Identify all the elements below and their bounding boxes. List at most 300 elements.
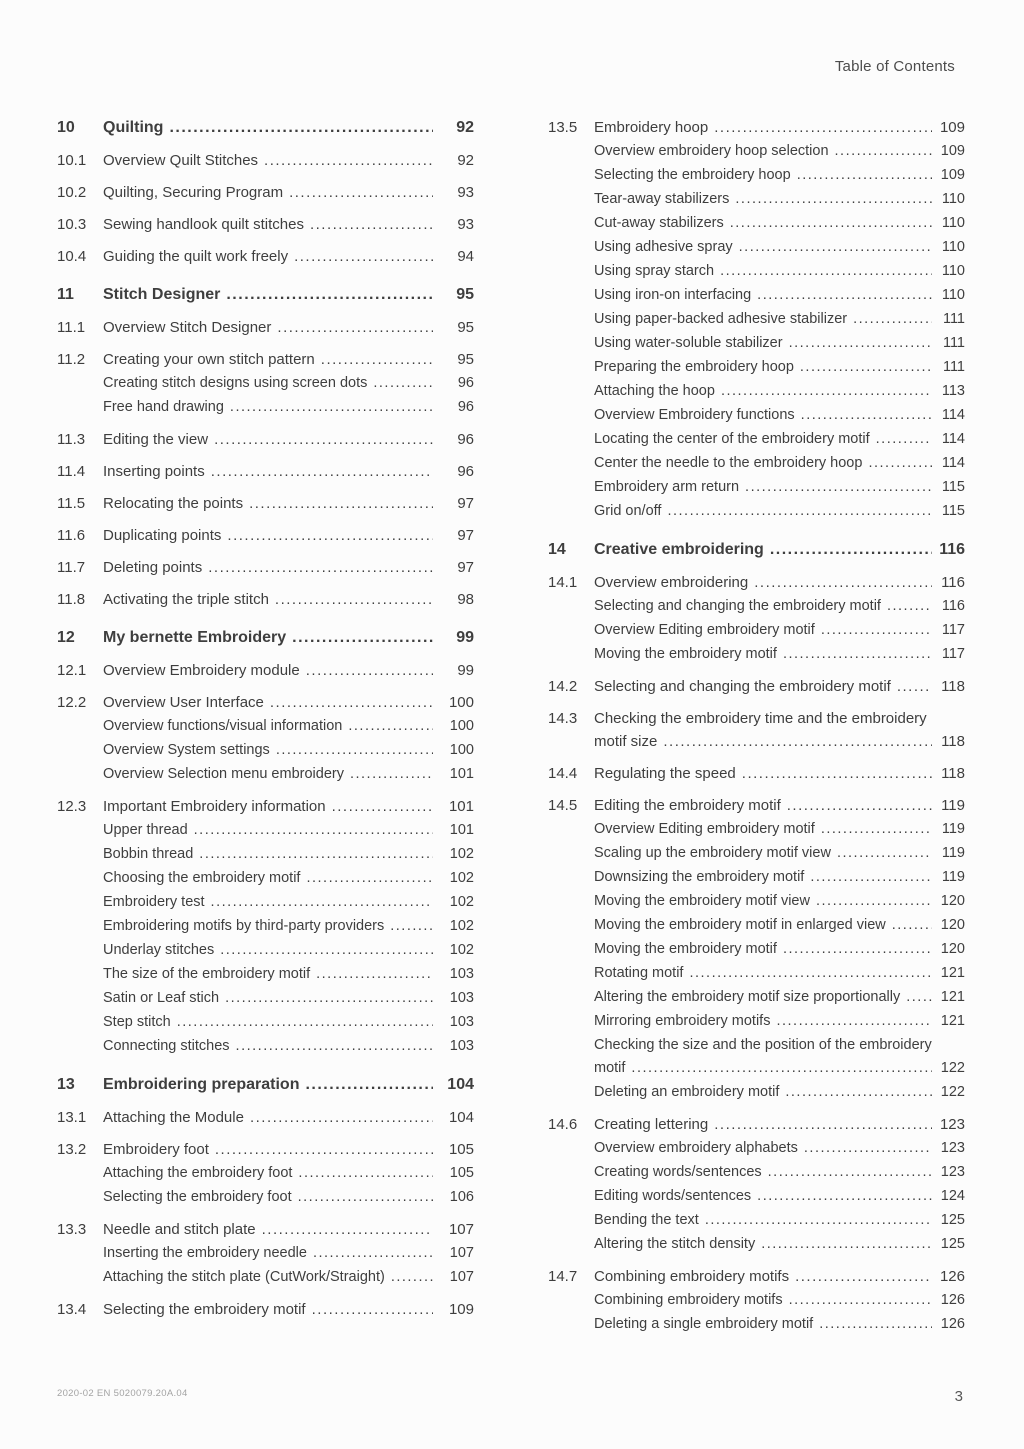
toc-entry-line xyxy=(103,765,474,784)
toc-entry-title: Deleting a single embroidery motif xyxy=(594,1316,814,1332)
toc-entry-title: Creating your own stitch pattern xyxy=(103,351,315,368)
toc-entry-number: 10.2 xyxy=(57,184,87,201)
toc-entry-page: 123 xyxy=(940,1164,965,1180)
toc-entry-number: 11.4 xyxy=(57,463,86,480)
toc-entry-page: 102 xyxy=(449,942,474,958)
toc-entry-number xyxy=(548,334,594,353)
dot-leader xyxy=(220,941,433,960)
dot-leader xyxy=(313,1244,433,1263)
toc-entry-body xyxy=(594,166,965,185)
toc-entry-line xyxy=(103,1037,474,1056)
toc-entry-number: 10.1 xyxy=(57,152,87,169)
toc-entry xyxy=(548,892,965,911)
toc-entry-body xyxy=(103,494,474,513)
toc-entry-page: 110 xyxy=(941,191,965,207)
dot-leader xyxy=(226,285,433,305)
toc-entry-line xyxy=(103,558,474,577)
toc-entry-body xyxy=(594,214,965,233)
toc-entry-number xyxy=(548,868,594,887)
toc-entry-number: 14.7 xyxy=(548,1268,578,1285)
toc-entry-title: Editing the embroidery motif xyxy=(594,797,781,814)
toc-entry-number xyxy=(548,1036,594,1078)
dot-leader xyxy=(294,247,433,266)
toc-entry xyxy=(57,1037,474,1056)
toc-entry xyxy=(57,151,474,170)
toc-entry-title: Overview Selection menu embroidery xyxy=(103,766,344,782)
toc-entry-number xyxy=(57,821,103,840)
toc-entry-title: Center the needle to the embroidery hoop xyxy=(594,455,863,471)
toc-entry-line xyxy=(103,1164,474,1183)
toc-entry-number: 10 xyxy=(57,119,75,136)
toc-entry-number: 14.6 xyxy=(548,1116,578,1133)
toc-entry-number xyxy=(57,989,103,1008)
toc-entry-title: Moving the embroidery motif view xyxy=(594,893,810,909)
toc-entry-page: 121 xyxy=(940,1013,965,1029)
toc-entry xyxy=(548,597,965,616)
dot-leader xyxy=(705,1211,932,1230)
toc-entry-number xyxy=(548,892,594,911)
dot-leader xyxy=(305,1075,433,1095)
toc-entry-line xyxy=(103,845,474,864)
toc-entry-title: Needle and stitch plate xyxy=(103,1221,256,1238)
toc-entry xyxy=(548,406,965,425)
toc-entry-number: 14.5 xyxy=(548,797,578,814)
toc-entry-title: Scaling up the embroidery motif view xyxy=(594,845,831,861)
toc-entry-line xyxy=(594,940,965,959)
toc-entry-title: Creating words/sentences xyxy=(594,1164,762,1180)
toc-entry-page: 103 xyxy=(449,966,474,982)
toc-entry xyxy=(548,621,965,640)
toc-entry xyxy=(548,764,965,783)
toc-entry-body xyxy=(103,661,474,680)
toc-entry xyxy=(57,374,474,393)
toc-entry-page: 120 xyxy=(940,917,965,933)
toc-entry-body xyxy=(103,1037,474,1056)
toc-entry-line xyxy=(594,597,965,616)
toc-entry-line xyxy=(594,214,965,233)
toc-entry-number xyxy=(57,917,103,936)
toc-entry xyxy=(548,677,965,696)
toc-entry-title: Stitch Designer xyxy=(103,286,221,303)
toc-entry-line xyxy=(594,1267,965,1286)
toc-entry-line xyxy=(594,430,965,449)
toc-entry-title: Using iron-on interfacing xyxy=(594,287,752,303)
toc-entry-body xyxy=(103,989,474,1008)
toc-entry-title: Overview Editing embroidery motif xyxy=(594,622,815,638)
toc-entry xyxy=(57,1220,474,1239)
toc-entry-page: 116 xyxy=(941,598,965,614)
toc-entry-title: Overview Stitch Designer xyxy=(103,319,272,336)
toc-entry-title: Locating the center of the embroidery motif xyxy=(594,431,870,447)
toc-entry-number xyxy=(548,1163,594,1182)
dot-leader xyxy=(714,1115,932,1134)
toc-entry-body xyxy=(103,717,474,736)
toc-entry-page: 110 xyxy=(941,287,965,303)
toc-entry-body xyxy=(594,597,965,616)
toc-entry-page: 111 xyxy=(942,335,965,351)
toc-entry-number xyxy=(57,1188,103,1207)
toc-entry-body xyxy=(103,374,474,393)
toc-entry-body xyxy=(103,590,474,609)
dot-leader xyxy=(819,1315,932,1334)
toc-entry-line xyxy=(103,590,474,609)
toc-entry-number: 11.2 xyxy=(57,351,86,368)
toc-entry-line xyxy=(594,238,965,257)
toc-entry-line xyxy=(103,247,474,266)
toc-entry-title: Satin or Leaf stich xyxy=(103,990,220,1006)
toc-entry-number xyxy=(57,765,103,784)
toc-entry-title: Inserting points xyxy=(103,463,205,480)
toc-entry-title: Using adhesive spray xyxy=(594,239,733,255)
toc-entry xyxy=(548,796,965,815)
toc-entry-title: Embroidery foot xyxy=(103,1141,209,1158)
toc-entry-number xyxy=(548,190,594,209)
dot-leader xyxy=(837,844,932,863)
toc-entry-body xyxy=(594,645,965,664)
toc-entry-page: 92 xyxy=(457,152,474,169)
toc-entry-title: Bobbin thread xyxy=(103,846,194,862)
toc-entry-title: Overview Editing embroidery motif xyxy=(594,821,815,837)
toc-entry-title: Selecting the embroidery foot xyxy=(103,1189,292,1205)
toc-entry-page: 93 xyxy=(457,184,474,201)
toc-entry-body xyxy=(103,215,474,234)
toc-entry-page: 96 xyxy=(457,431,474,448)
toc-entry-page: 100 xyxy=(448,694,474,711)
toc-entry-line xyxy=(594,118,965,137)
dot-leader xyxy=(312,1300,433,1319)
toc-entry-title: Creating stitch designs using screen dots xyxy=(103,375,368,391)
toc-entry-body xyxy=(103,430,474,449)
toc-entry xyxy=(57,693,474,712)
toc-entry-body xyxy=(594,478,965,497)
toc-entry-line xyxy=(103,1140,474,1159)
toc-entry xyxy=(57,1188,474,1207)
toc-entry-line xyxy=(594,764,965,783)
toc-entry xyxy=(548,916,965,935)
toc-entry-body xyxy=(103,1075,474,1095)
toc-entry-number: 13 xyxy=(57,1076,75,1093)
dot-leader xyxy=(306,661,433,680)
toc-entry xyxy=(548,820,965,839)
toc-entry-body xyxy=(103,558,474,577)
dot-leader xyxy=(631,1059,932,1078)
toc-entry-body xyxy=(103,398,474,417)
toc-entry xyxy=(57,285,474,305)
toc-entry-body xyxy=(103,118,474,138)
toc-entry xyxy=(57,590,474,609)
toc-entry-page: 94 xyxy=(457,248,474,265)
toc-entry xyxy=(548,1083,965,1102)
toc-entry-page: 126 xyxy=(940,1292,965,1308)
toc-entry-number xyxy=(548,238,594,257)
toc-entry-page: 98 xyxy=(457,591,474,608)
toc-entry-number xyxy=(548,454,594,473)
toc-entry-line xyxy=(594,502,965,521)
toc-entry-body xyxy=(594,844,965,863)
toc-entry xyxy=(548,1235,965,1254)
toc-entry-line xyxy=(103,661,474,680)
toc-entry-page: 124 xyxy=(940,1188,965,1204)
toc-entry-body xyxy=(594,916,965,935)
toc-entry xyxy=(548,1012,965,1031)
toc-entry xyxy=(57,1013,474,1032)
toc-entry xyxy=(57,462,474,481)
toc-entry-line xyxy=(103,917,474,936)
dot-leader xyxy=(797,166,932,185)
toc-entry-line xyxy=(594,677,965,696)
toc-entry xyxy=(548,262,965,281)
dot-leader xyxy=(225,989,433,1008)
dot-leader xyxy=(795,1267,932,1286)
toc-entry-title: Attaching the Module xyxy=(103,1109,244,1126)
toc-entry-page: 96 xyxy=(457,463,474,480)
toc-entry xyxy=(548,1187,965,1206)
toc-entry-title: Selecting the embroidery motif xyxy=(103,1301,306,1318)
toc-entry-body xyxy=(103,965,474,984)
dot-leader xyxy=(310,215,433,234)
toc-entry xyxy=(57,430,474,449)
toc-entry-body xyxy=(594,621,965,640)
toc-entry-page: 119 xyxy=(941,821,965,837)
toc-entry xyxy=(57,1268,474,1287)
toc-entry-page: 118 xyxy=(941,678,965,695)
toc-entry-title: Overview Embroidery module xyxy=(103,662,300,679)
toc-entry-title: The size of the embroidery motif xyxy=(103,966,311,982)
toc-entry-body xyxy=(594,310,965,329)
toc-entry-body xyxy=(594,573,965,592)
toc-entry-page: 114 xyxy=(941,407,965,423)
toc-entry-page: 107 xyxy=(449,1269,474,1285)
toc-entry-number xyxy=(57,741,103,760)
toc-entry-line xyxy=(103,118,474,138)
toc-entry-line xyxy=(594,310,965,329)
toc-entry-number xyxy=(548,1012,594,1031)
dot-leader xyxy=(887,597,932,616)
toc-entry-body xyxy=(103,765,474,784)
toc-entry xyxy=(57,845,474,864)
toc-entry-page: 117 xyxy=(941,646,965,662)
toc-entry-line xyxy=(103,151,474,170)
toc-entry-title: Connecting stitches xyxy=(103,1038,230,1054)
toc-entry-title: Overview User Interface xyxy=(103,694,264,711)
toc-entry-page: 99 xyxy=(457,662,474,679)
toc-entry-body xyxy=(103,462,474,481)
toc-entry-title: Embroidery arm return xyxy=(594,479,740,495)
toc-entry-number xyxy=(548,964,594,983)
toc-entry-line xyxy=(594,478,965,497)
toc-entry-line xyxy=(594,645,965,664)
toc-entry-number: 11.1 xyxy=(57,319,86,336)
toc-entry-body xyxy=(594,1267,965,1286)
toc-entry xyxy=(57,526,474,545)
toc-entry-body xyxy=(594,1315,965,1334)
toc-entry-number xyxy=(548,597,594,616)
toc-entry-body xyxy=(103,741,474,760)
toc-entry xyxy=(548,382,965,401)
toc-entry xyxy=(57,494,474,513)
toc-entry-body xyxy=(103,797,474,816)
toc-entry-number xyxy=(548,214,594,233)
toc-entry-title: Sewing handlook quilt stitches xyxy=(103,216,304,233)
toc-entry xyxy=(57,661,474,680)
toc-entry-line xyxy=(594,1115,965,1134)
toc-entry-title: Altering the embroidery motif size proportionally xyxy=(594,989,901,1005)
toc-entry-page: 116 xyxy=(941,574,965,591)
toc-entry-title: Editing words/sentences xyxy=(594,1188,752,1204)
toc-entry-body xyxy=(594,1291,965,1310)
toc-entry-line xyxy=(103,1013,474,1032)
dot-leader xyxy=(227,526,433,545)
toc-entry-line xyxy=(103,1108,474,1127)
dot-leader xyxy=(776,1012,932,1031)
toc-entry xyxy=(548,645,965,664)
toc-entry-title: Preparing the embroidery hoop xyxy=(594,359,794,375)
dot-leader xyxy=(230,398,433,417)
dot-leader xyxy=(735,190,932,209)
toc-entry-body xyxy=(103,1188,474,1207)
toc-entry-page: 123 xyxy=(939,1116,965,1133)
toc-entry-page: 96 xyxy=(457,375,474,391)
toc-entry-line xyxy=(594,621,965,640)
toc-entry-page: 97 xyxy=(457,527,474,544)
toc-entry-title: Overview embroidery alphabets xyxy=(594,1140,798,1156)
toc-entry-body xyxy=(103,1268,474,1287)
toc-entry-page: 99 xyxy=(456,629,474,646)
toc-entry-number xyxy=(548,988,594,1007)
toc-entry-body xyxy=(594,190,965,209)
dot-leader xyxy=(270,693,433,712)
toc-entry-line xyxy=(594,166,965,185)
toc-entry-title: Attaching the hoop xyxy=(594,383,715,399)
toc-entry xyxy=(548,118,965,137)
toc-entry-page: 107 xyxy=(449,1245,474,1261)
toc-entry-line xyxy=(103,350,474,369)
toc-entry xyxy=(548,334,965,353)
dot-leader xyxy=(754,573,932,592)
toc-entry-body xyxy=(103,526,474,545)
toc-entry-number: 11.6 xyxy=(57,527,86,544)
toc-entry-number: 13.4 xyxy=(57,1301,87,1318)
toc-entry xyxy=(57,717,474,736)
toc-entry-number: 11.7 xyxy=(57,559,86,576)
toc-entry xyxy=(57,797,474,816)
toc-entry-title: Regulating the speed xyxy=(594,765,736,782)
toc-entry xyxy=(57,965,474,984)
dot-leader xyxy=(373,374,433,393)
toc-entry-body xyxy=(594,964,965,983)
dot-leader xyxy=(306,869,433,888)
toc-entry-line xyxy=(103,989,474,1008)
toc-entry-number: 14.2 xyxy=(548,678,578,695)
toc-entry-title: Relocating the points xyxy=(103,495,244,512)
toc-entry-number xyxy=(548,406,594,425)
toc-entry-number xyxy=(548,1291,594,1310)
toc-entry-page: 105 xyxy=(448,1141,474,1158)
toc-entry-page: 102 xyxy=(449,846,474,862)
dot-leader xyxy=(236,1037,433,1056)
toc-entry-body xyxy=(594,142,965,161)
toc-entry-number xyxy=(548,358,594,377)
dot-leader xyxy=(770,540,932,560)
toc-entry-page: 119 xyxy=(941,845,965,861)
toc-entry-body xyxy=(594,262,965,281)
dot-leader xyxy=(264,151,433,170)
toc-entry-line xyxy=(103,693,474,712)
dot-leader xyxy=(250,1108,433,1127)
toc-entry-number xyxy=(57,1164,103,1183)
dot-leader xyxy=(249,494,433,513)
toc-entry-line xyxy=(594,334,965,353)
toc-entry-body xyxy=(594,430,965,449)
toc-entry-line xyxy=(103,1268,474,1287)
toc-entry-body xyxy=(594,358,965,377)
toc-entry xyxy=(57,869,474,888)
toc-entry-body xyxy=(103,1244,474,1263)
toc-entry-title: Overview embroidery hoop selection xyxy=(594,143,829,159)
toc-entry-title: Grid on/off xyxy=(594,503,662,519)
toc-entry-body xyxy=(594,118,965,137)
toc-entry-body xyxy=(103,1164,474,1183)
dot-leader xyxy=(177,1013,433,1032)
toc-entry-number xyxy=(57,893,103,912)
toc-entry-title: Attaching the embroidery foot xyxy=(103,1165,293,1181)
toc-entry-number: 10.3 xyxy=(57,216,87,233)
toc-entry-line xyxy=(594,796,965,815)
dot-leader xyxy=(208,558,433,577)
toc-entry-body xyxy=(103,821,474,840)
toc-entry xyxy=(57,118,474,138)
toc-entry-number xyxy=(57,941,103,960)
toc-entry-page: 102 xyxy=(449,894,474,910)
toc-entry xyxy=(548,1211,965,1230)
toc-entry-number xyxy=(548,916,594,935)
toc-entry-line xyxy=(594,142,965,161)
footer-page-number: 3 xyxy=(954,1388,963,1405)
toc-entry-body xyxy=(594,1163,965,1182)
dot-leader xyxy=(835,142,932,161)
toc-entry-number xyxy=(57,869,103,888)
toc-entry-line xyxy=(103,869,474,888)
dot-leader xyxy=(194,821,433,840)
toc-entry-title: Overview Quilt Stitches xyxy=(103,152,259,169)
toc-entry-line xyxy=(103,1300,474,1319)
toc-entry-body xyxy=(103,247,474,266)
toc-entry-page: 97 xyxy=(457,495,474,512)
dot-leader xyxy=(321,350,433,369)
toc-entry-page: 103 xyxy=(449,1014,474,1030)
toc-entry xyxy=(57,558,474,577)
footer-doc-code: 2020-02 EN 5020079.20A.04 xyxy=(57,1388,188,1399)
toc-entry-line xyxy=(594,358,965,377)
toc-entry-page: 122 xyxy=(940,1084,965,1100)
toc-entry-title: Important Embroidery information xyxy=(103,798,326,815)
toc-entry-number xyxy=(57,1268,103,1287)
toc-entry xyxy=(548,964,965,983)
toc-entry xyxy=(57,917,474,936)
toc-entry-body xyxy=(594,820,965,839)
toc-entry-body xyxy=(594,1139,965,1158)
toc-entry-line xyxy=(103,430,474,449)
toc-entry-line xyxy=(103,398,474,417)
dot-leader xyxy=(800,358,932,377)
toc-entry-body xyxy=(594,764,965,783)
toc-entry-title: Moving the embroidery motif in enlarged view xyxy=(594,917,886,933)
toc-entry-page: 103 xyxy=(449,990,474,1006)
toc-entry-number xyxy=(548,286,594,305)
toc-entry-title: My bernette Embroidery xyxy=(103,629,287,646)
toc-entry-body xyxy=(594,1235,965,1254)
toc-entry-title: Rotating motif xyxy=(594,965,684,981)
